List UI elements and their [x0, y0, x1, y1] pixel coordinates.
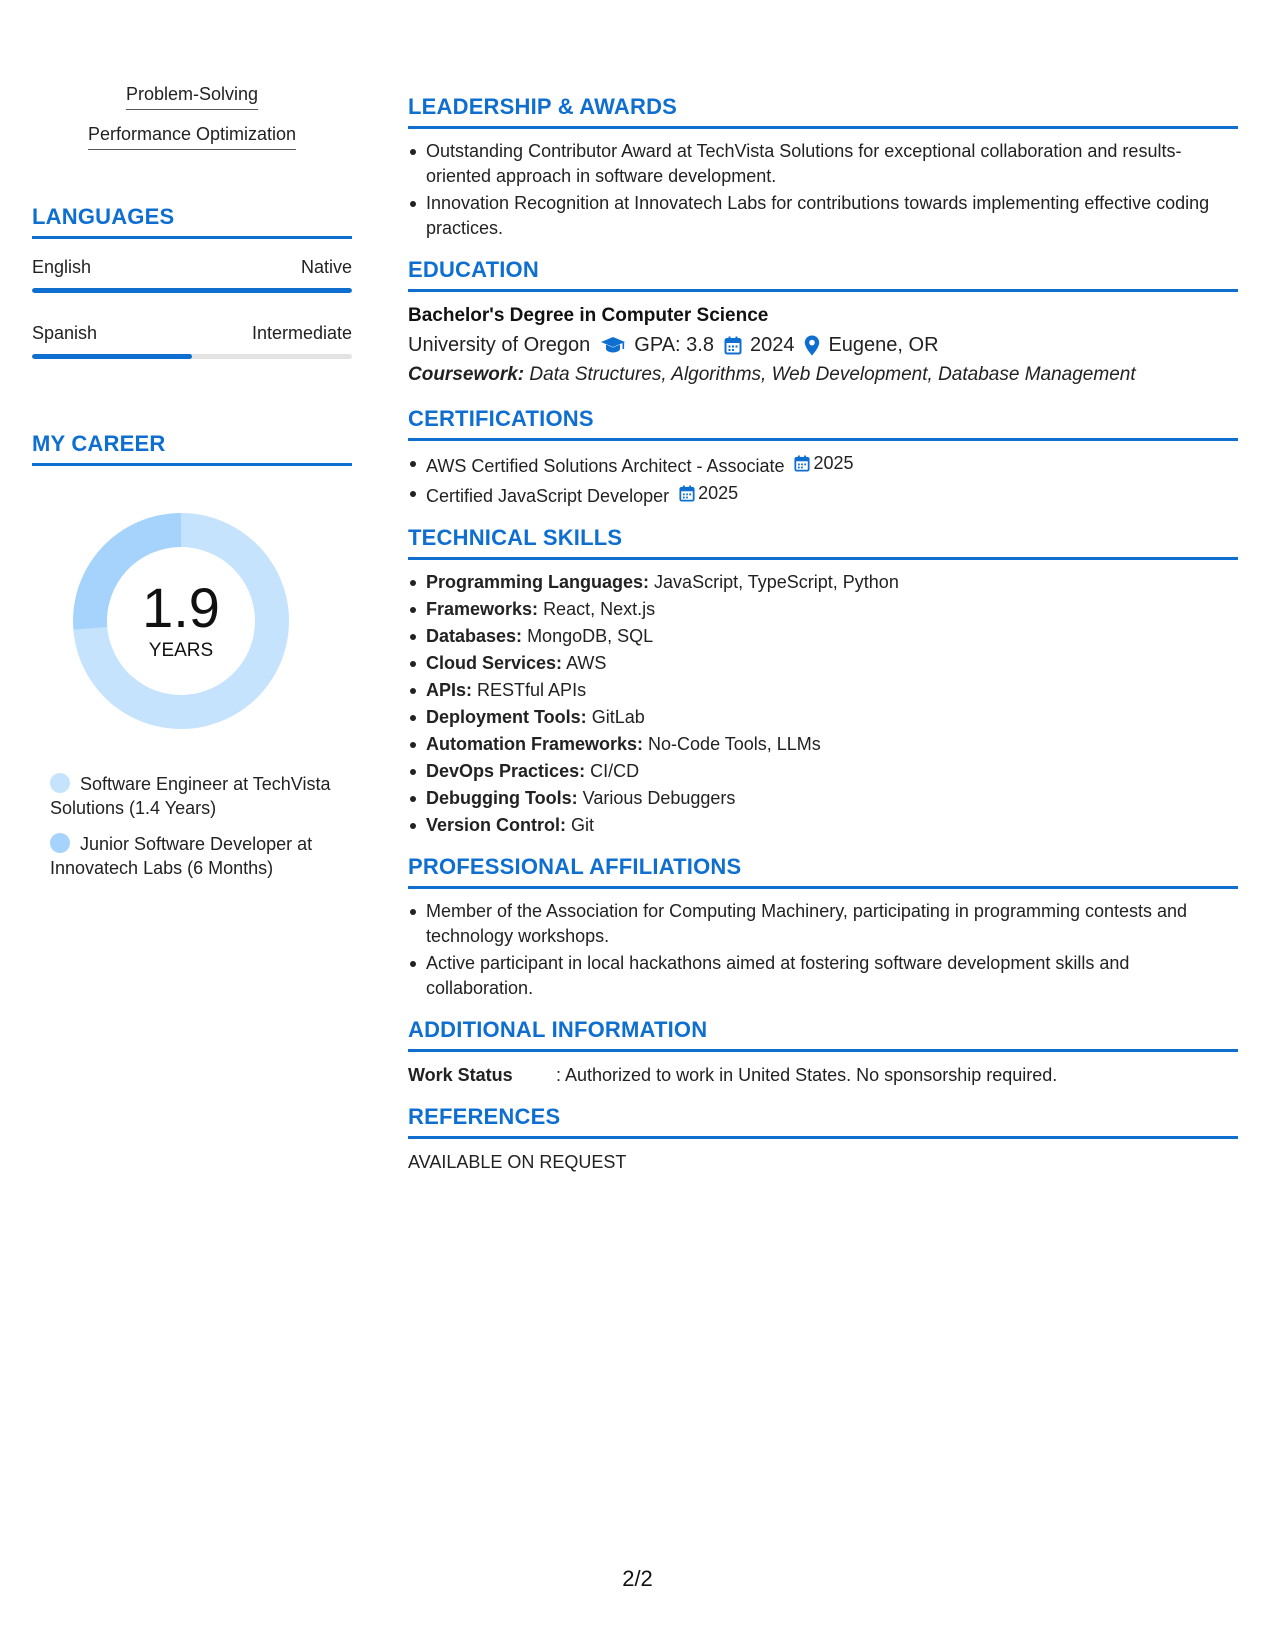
section-title: PROFESSIONAL AFFILIATIONS	[408, 854, 1238, 889]
list-item: Innovation Recognition at Innovatech Labs for contributions towards implementing effective coding practices.	[426, 191, 1238, 241]
list-item	[426, 705, 1238, 730]
calendar-icon	[679, 485, 695, 502]
skill-value: JavaScript, TypeScript, Python	[654, 572, 899, 592]
skill-label: DevOps Practices:	[426, 761, 586, 781]
left-column	[32, 84, 352, 892]
coursework-label: Coursework:	[408, 364, 525, 385]
section-technical-skills	[408, 525, 1238, 838]
section-title: REFERENCES	[408, 1104, 1238, 1139]
list-item	[426, 732, 1238, 757]
languages-title: LANGUAGES	[32, 204, 352, 239]
career-legend	[50, 772, 340, 880]
language-bar-fill	[32, 354, 192, 359]
skill-value: React, Next.js	[543, 599, 656, 619]
section-title: CERTIFICATIONS	[408, 406, 1238, 441]
language-bar-fill	[32, 288, 352, 293]
language-name: Spanish	[32, 323, 98, 343]
section-title: TECHNICAL SKILLS	[408, 525, 1238, 560]
references-text: AVAILABLE ON REQUEST	[408, 1152, 627, 1172]
skill-value: Various Debuggers	[582, 788, 736, 808]
section-affiliations	[408, 854, 1238, 1001]
skill-label: Automation Frameworks:	[426, 734, 644, 754]
right-column	[408, 94, 1238, 1191]
list-item	[426, 651, 1238, 676]
career-total-unit: YEARS	[148, 640, 214, 661]
legend-label: Software Engineer at TechVista Solutions (1.4 Years)	[50, 774, 331, 818]
graduation-cap-icon	[600, 336, 626, 354]
info-value: : Authorized to work in United States. No sponsorship required.	[556, 1065, 1058, 1085]
legend-item	[50, 772, 340, 820]
skill-label: Cloud Services:	[426, 653, 563, 673]
language-bar	[32, 288, 352, 293]
skill-label: Version Control:	[426, 815, 567, 835]
skill-label: APIs:	[426, 680, 473, 700]
section-references	[408, 1104, 1238, 1175]
location: Eugene, OR	[828, 334, 939, 356]
certification-name: AWS Certified Solutions Architect - Associate	[426, 456, 785, 476]
career-title: MY CAREER	[32, 431, 352, 466]
list-item	[426, 451, 1238, 479]
skill-label: Frameworks:	[426, 599, 539, 619]
list-item: Outstanding Contributor Award at TechVista Solutions for exceptional collaboration and results-oriented approach in software development.	[426, 139, 1238, 189]
language-name: English	[32, 257, 92, 277]
calendar-icon	[724, 336, 742, 355]
coursework: Data Structures, Algorithms, Web Development, Database Management	[529, 364, 1136, 385]
skill-value: GitLab	[591, 707, 645, 727]
skill-value: MongoDB, SQL	[527, 626, 654, 646]
language-level: Native	[300, 257, 352, 277]
list-item	[426, 481, 1238, 509]
skill-value: Git	[571, 815, 595, 835]
page-number: 2/2	[622, 1566, 653, 1591]
info-key: Work Status	[408, 1065, 513, 1085]
certification-year: 2025	[813, 453, 854, 473]
legend-dot-icon	[50, 773, 70, 793]
list-item	[426, 678, 1238, 703]
skill-value: AWS	[566, 653, 607, 673]
gpa: GPA: 3.8	[634, 334, 714, 356]
section-certifications	[408, 406, 1238, 509]
section-leadership	[408, 94, 1238, 241]
school-name: University of Oregon	[408, 334, 591, 356]
list-item	[426, 759, 1238, 784]
skill-label: Deployment Tools:	[426, 707, 587, 727]
skill-label: Databases:	[426, 626, 523, 646]
section-additional-info	[408, 1017, 1238, 1088]
skill-value: CI/CD	[590, 761, 640, 781]
skill-value: RESTful APIs	[477, 680, 587, 700]
legend-dot-icon	[50, 833, 70, 853]
skill-chip: Problem-Solving	[126, 84, 258, 110]
legend-item	[50, 832, 340, 880]
skill-label: Programming Languages:	[426, 572, 650, 592]
list-item: Member of the Association for Computing Machinery, participating in programming contests and technology workshops.	[426, 899, 1238, 949]
list-item	[426, 786, 1238, 811]
list-item	[426, 570, 1238, 595]
language-level: Intermediate	[251, 323, 352, 343]
section-title: EDUCATION	[408, 257, 1238, 292]
graduation-year: 2024	[749, 334, 795, 356]
language-spanish	[32, 323, 352, 359]
list-item	[426, 813, 1238, 838]
skill-chip: Performance Optimization	[88, 124, 296, 150]
skill-label: Debugging Tools:	[426, 788, 578, 808]
career-donut-chart	[66, 506, 296, 736]
list-item	[426, 624, 1238, 649]
certification-name: Certified JavaScript Developer	[426, 486, 670, 506]
section-education	[408, 257, 1238, 390]
degree: Bachelor's Degree in Computer Science	[408, 305, 769, 326]
certification-year: 2025	[698, 483, 739, 503]
career-total-value: 1.9	[142, 576, 220, 639]
language-english	[32, 257, 352, 293]
calendar-icon	[794, 455, 810, 472]
list-item	[426, 597, 1238, 622]
skill-value: No-Code Tools, LLMs	[648, 734, 821, 754]
language-bar	[32, 354, 352, 359]
list-item: Active participant in local hackathons aimed at fostering software development skills and collaboration.	[426, 951, 1238, 1001]
section-title: LEADERSHIP & AWARDS	[408, 94, 1238, 129]
location-pin-icon	[804, 335, 820, 356]
legend-label: Junior Software Developer at Innovatech Labs (6 Months)	[50, 834, 313, 878]
section-title: ADDITIONAL INFORMATION	[408, 1017, 1238, 1052]
